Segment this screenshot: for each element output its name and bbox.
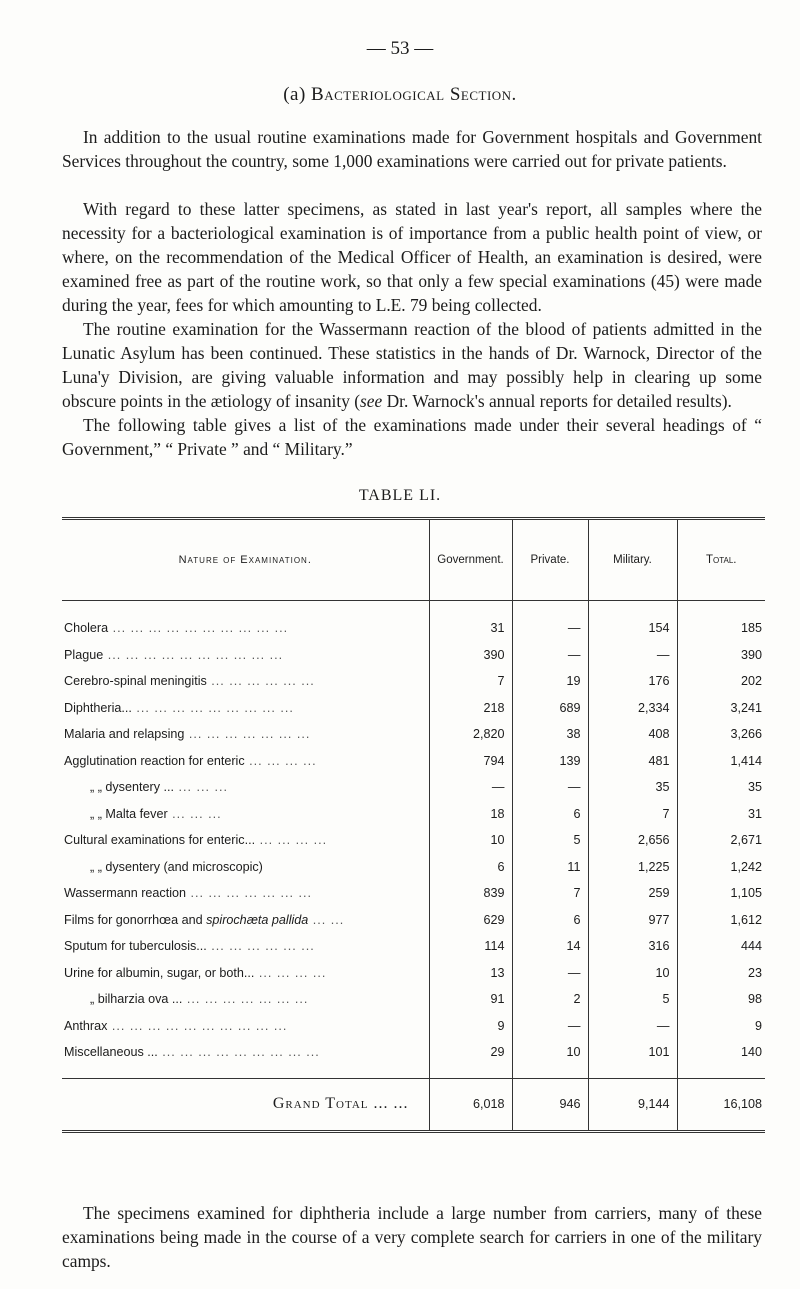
- row-label-cell: [62, 668, 429, 695]
- cell-private: 139: [512, 748, 588, 775]
- cell-military: 2,656: [588, 827, 677, 854]
- row-label: „ „ dysentery ...: [90, 780, 174, 795]
- cell-government: 218: [429, 695, 512, 722]
- section-heading-title: Bacteriological Section.: [311, 84, 517, 105]
- leader-dots: ... ... ... ... ... ... ... ... ... ...: [107, 1018, 288, 1033]
- cell-military: 977: [588, 907, 677, 934]
- cell-total: 23: [677, 960, 765, 987]
- cell-government: 13: [429, 960, 512, 987]
- cell-military: 481: [588, 748, 677, 775]
- closing-paragraph: The specimens examined for diphtheria include a large number from carriers, many of these examinations being made in the course of a very complete search for carriers in one of the military camps.: [62, 1203, 762, 1271]
- cell-total: 202: [677, 668, 765, 695]
- cell-private: 6: [512, 801, 588, 828]
- row-label-cell: [62, 721, 429, 748]
- cell-private: 38: [512, 721, 588, 748]
- cell-military: 316: [588, 933, 677, 960]
- cell-private: —: [512, 1013, 588, 1040]
- cell-government: 31: [429, 615, 512, 642]
- grand-total-label: Grand Total ... ...: [272, 1095, 409, 1112]
- table-row: [62, 615, 765, 642]
- table-row: [62, 960, 765, 987]
- cell-total: 1,242: [677, 854, 765, 881]
- table-row: [62, 748, 765, 775]
- row-label-cell: [62, 695, 429, 722]
- leader-dots: ... ... ... ... ... ... ... ... ...: [157, 1045, 320, 1060]
- cell-total: 390: [677, 642, 765, 669]
- header-government: Government.: [429, 519, 512, 601]
- cell-total: 2,671: [677, 827, 765, 854]
- cell-government: 29: [429, 1039, 512, 1066]
- row-label-cell: [62, 1013, 429, 1040]
- table-row: [62, 642, 765, 669]
- grand-total-military: 9,144: [588, 1078, 677, 1131]
- cell-private: —: [512, 642, 588, 669]
- leader-dots: ... ... ... ... ... ... ...: [182, 992, 309, 1007]
- cell-private: —: [512, 615, 588, 642]
- section-heading-prefix: (a): [283, 84, 306, 105]
- cell-private: 689: [512, 695, 588, 722]
- table-row: [62, 1039, 765, 1066]
- leader-dots: ... ... ... ... ... ... ...: [186, 886, 313, 901]
- cell-private: 10: [512, 1039, 588, 1066]
- leader-dots: ... ... ... ... ... ...: [206, 674, 315, 689]
- cell-military: 1,225: [588, 854, 677, 881]
- row-label-cell: [62, 907, 429, 934]
- leader-dots: ... ... ... ... ... ... ... ... ... ...: [108, 621, 289, 636]
- table-row: [62, 986, 765, 1013]
- cell-total: 1,414: [677, 748, 765, 775]
- leader-dots: ... ... ...: [173, 780, 228, 795]
- row-label-cell: [62, 642, 429, 669]
- cell-private: —: [512, 774, 588, 801]
- row-label-cell: [62, 748, 429, 775]
- row-label-cell: [62, 960, 429, 987]
- leader-dots: ... ...: [308, 912, 345, 927]
- leader-dots: ... ... ... ... ... ... ... ... ... ...: [103, 647, 284, 662]
- cell-private: 7: [512, 880, 588, 907]
- cell-government: 18: [429, 801, 512, 828]
- row-label-cell: [62, 986, 429, 1013]
- row-label: Miscellaneous ...: [64, 1045, 158, 1060]
- paragraph-2: With regard to these latter specimens, as stated in last year's report, all samples where the necessity for a bacteriological examination is of importance from a public health point of view, or where, on the recommendation of the Medical Officer of Health, an examination is desired, were examined free as part of the routine work, so that only a few special examinations (45) were made during the year, fees for which amounting to L.E. 79 being collected.: [62, 199, 762, 315]
- header-private: Private.: [512, 519, 588, 601]
- cell-government: 10: [429, 827, 512, 854]
- table-row: [62, 1013, 765, 1040]
- cell-total: 31: [677, 801, 765, 828]
- cell-private: 11: [512, 854, 588, 881]
- cell-private: 14: [512, 933, 588, 960]
- row-label: „ „ Malta fever: [90, 806, 168, 821]
- table-row: [62, 827, 765, 854]
- grand-total-total: 16,108: [677, 1078, 765, 1131]
- header-nature: Nature of Examination.: [62, 519, 429, 601]
- row-label-cell: [62, 615, 429, 642]
- row-label-cell: [62, 933, 429, 960]
- table-row: [62, 933, 765, 960]
- cell-military: 408: [588, 721, 677, 748]
- cell-private: 19: [512, 668, 588, 695]
- cell-military: 259: [588, 880, 677, 907]
- examinations-table: [62, 517, 765, 1133]
- cell-government: 91: [429, 986, 512, 1013]
- cell-private: —: [512, 960, 588, 987]
- cell-private: 5: [512, 827, 588, 854]
- cell-total: 9: [677, 1013, 765, 1040]
- cell-total: 185: [677, 615, 765, 642]
- cell-total: 1,612: [677, 907, 765, 934]
- paragraph-1: In addition to the usual routine examinations made for Government hospitals and Government Services throughout the country, some 1,000 examinations were carried out for private patients.: [62, 127, 762, 171]
- row-label: „ bilharzia ova ...: [90, 992, 183, 1007]
- cell-government: 629: [429, 907, 512, 934]
- table-body: [62, 601, 765, 1066]
- paragraph-3: The routine examination for the Wassermann reaction of the blood of patients admitted in the Lunatic Asylum has been continued. These statistics in the hands of Dr. Warnock, Director of the Luna'y Division, are giving valuable information and may possibly help in clearing up some obscure points in the ætiology of insanity (see Dr. Warnock's annual reports for detailed results).: [62, 319, 762, 411]
- row-label: Cerebro-spinal meningitis: [64, 674, 207, 689]
- row-label: Plague: [64, 647, 104, 662]
- paragraph-4: The following table gives a list of the examinations made under their several headings of “ Government,” “ Private ” and “ Military.”: [62, 415, 762, 459]
- table-row: [62, 854, 765, 881]
- table-row: [62, 721, 765, 748]
- row-label: Urine for albumin, sugar, or both...: [64, 965, 255, 980]
- cell-total: 140: [677, 1039, 765, 1066]
- row-label: Cholera: [64, 621, 109, 636]
- cell-military: —: [588, 642, 677, 669]
- cell-government: 390: [429, 642, 512, 669]
- leader-dots: ... ... ... ... ... ... ... ... ...: [131, 700, 294, 715]
- cell-government: 2,820: [429, 721, 512, 748]
- row-label: Cultural examinations for enteric...: [64, 833, 256, 848]
- header-military: Military.: [588, 519, 677, 601]
- cell-military: 2,334: [588, 695, 677, 722]
- cell-government: 839: [429, 880, 512, 907]
- row-label: „ „ dysentery (and microscopic): [90, 859, 263, 874]
- cell-government: 6: [429, 854, 512, 881]
- cell-government: 9: [429, 1013, 512, 1040]
- row-label-cell: [62, 774, 429, 801]
- grand-total-private: 946: [512, 1078, 588, 1131]
- cell-military: 101: [588, 1039, 677, 1066]
- row-label-cell: [62, 854, 429, 881]
- row-label: Sputum for tuberculosis...: [64, 939, 207, 954]
- table-row: [62, 695, 765, 722]
- cell-military: 7: [588, 801, 677, 828]
- cell-total: 444: [677, 933, 765, 960]
- table-row: [62, 801, 765, 828]
- row-label: Anthrax: [64, 1018, 108, 1033]
- leader-dots: ... ... ... ... ... ... ...: [184, 727, 311, 742]
- row-label-cell: [62, 880, 429, 907]
- leader-dots: ... ... ... ...: [244, 753, 317, 768]
- header-total: Total.: [677, 519, 765, 601]
- cell-military: 35: [588, 774, 677, 801]
- cell-military: 154: [588, 615, 677, 642]
- cell-government: 114: [429, 933, 512, 960]
- cell-total: 98: [677, 986, 765, 1013]
- row-label-cell: [62, 801, 429, 828]
- section-heading: [0, 84, 800, 106]
- row-label: Wassermann reaction: [64, 886, 187, 901]
- leader-dots: ... ... ... ...: [255, 833, 328, 848]
- table-row: [62, 668, 765, 695]
- row-label-cell: [62, 827, 429, 854]
- grand-total-row: [62, 1078, 765, 1131]
- cell-military: —: [588, 1013, 677, 1040]
- leader-dots: ... ... ...: [167, 806, 222, 821]
- grand-total-government: 6,018: [429, 1078, 512, 1131]
- cell-government: 794: [429, 748, 512, 775]
- cell-government: —: [429, 774, 512, 801]
- page-number: — 53 —: [366, 38, 434, 59]
- cell-total: 35: [677, 774, 765, 801]
- row-label: Malaria and relapsing: [64, 727, 185, 742]
- table-title: TABLE LI.: [358, 487, 442, 504]
- cell-total: 3,241: [677, 695, 765, 722]
- table-row: [62, 907, 765, 934]
- row-label-cell: [62, 1039, 429, 1066]
- cell-government: 7: [429, 668, 512, 695]
- table-row: [62, 774, 765, 801]
- cell-total: 3,266: [677, 721, 765, 748]
- cell-private: 2: [512, 986, 588, 1013]
- cell-total: 1,105: [677, 880, 765, 907]
- table-row: [62, 880, 765, 907]
- table-header-row: [62, 519, 765, 601]
- row-label: Agglutination reaction for enteric: [64, 753, 245, 768]
- leader-dots: ... ... ... ...: [254, 965, 327, 980]
- cell-military: 10: [588, 960, 677, 987]
- cell-military: 5: [588, 986, 677, 1013]
- cell-military: 176: [588, 668, 677, 695]
- leader-dots: ... ... ... ... ... ...: [206, 939, 315, 954]
- row-label: Films for gonorrhœa and spirochæta pallida: [64, 912, 309, 927]
- row-label: Diphtheria...: [64, 700, 132, 715]
- cell-private: 6: [512, 907, 588, 934]
